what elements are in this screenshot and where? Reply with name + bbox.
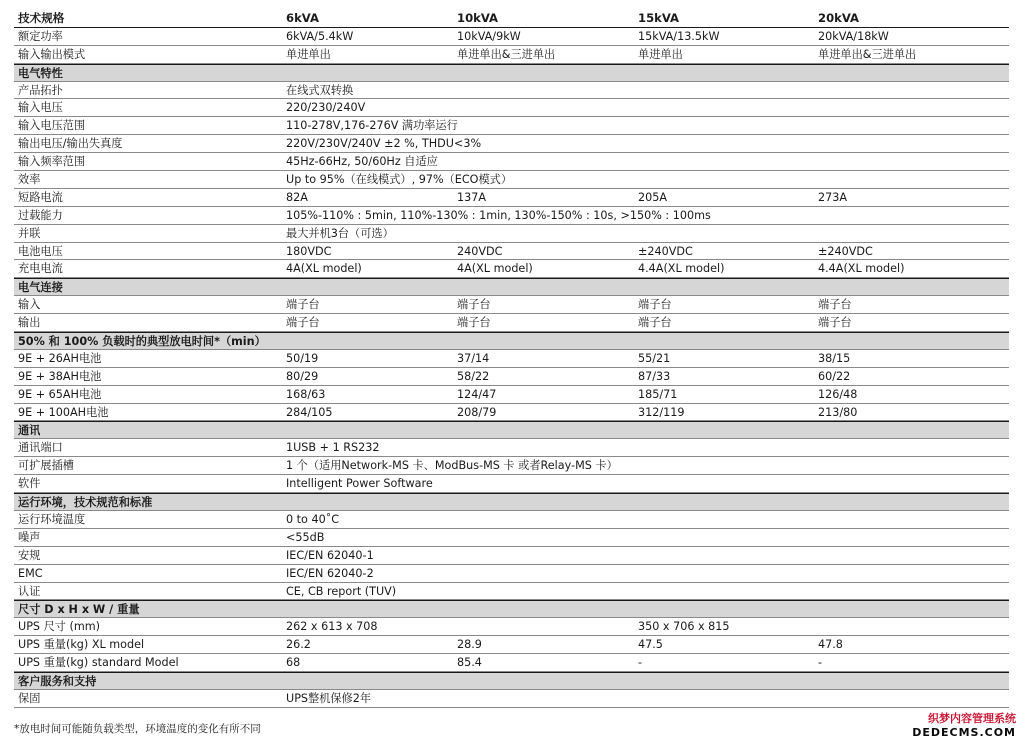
row-label: 输入 <box>18 298 41 312</box>
row-value: IEC/EN 62040-2 <box>286 566 374 580</box>
row-value: IEC/EN 62040-1 <box>286 548 374 562</box>
row-value: 220V/230V/240V ±2 %, THDU<3% <box>286 137 482 151</box>
row-label: 软件 <box>18 477 41 491</box>
row-value: 单进单出 <box>638 47 683 61</box>
header-20kva: 20kVA <box>818 11 860 25</box>
row-value: 68 <box>286 656 301 670</box>
row-value: 28.9 <box>457 638 482 652</box>
row-value: 85.4 <box>457 656 482 670</box>
table-row <box>14 654 1009 672</box>
row-label: 可扩展插槽 <box>18 459 74 473</box>
footnote: *放电时间可能随负载类型，环境温度的变化有所不同 <box>14 723 261 735</box>
row-value: 50/19 <box>286 351 319 365</box>
row-value: 端子台 <box>457 298 491 312</box>
row-value: 4A(XL model) <box>457 262 533 276</box>
table-row <box>14 296 1009 314</box>
row-value: 60/22 <box>818 369 851 383</box>
row-value: 15kVA/13.5kW <box>638 29 720 43</box>
row-value: 126/48 <box>818 387 858 401</box>
row-value: 端子台 <box>286 298 320 312</box>
table-row <box>14 99 1009 117</box>
row-value: - <box>638 656 643 670</box>
row-label: 9E + 38AH电池 <box>18 369 102 383</box>
row-value: 最大并机3台（可选） <box>286 226 394 240</box>
row-value: 137A <box>457 190 487 204</box>
table-row <box>14 189 1009 207</box>
row-value: 4.4A(XL model) <box>818 262 905 276</box>
row-label: 输入频率范围 <box>18 155 86 169</box>
section-title: 50% 和 100% 负载时的典型放电时间*（min） <box>18 335 266 349</box>
watermark-line1: 织梦内容管理系统 <box>928 712 1016 725</box>
row-label: 安规 <box>18 548 41 562</box>
row-label: 输入输出模式 <box>18 47 86 61</box>
header-6kva: 6kVA <box>286 11 319 25</box>
table-row <box>14 46 1009 64</box>
row-label: 9E + 26AH电池 <box>18 351 102 365</box>
row-value: 284/105 <box>286 405 333 419</box>
table-row <box>14 82 1009 100</box>
table-row <box>14 457 1009 475</box>
row-value: 208/79 <box>457 405 497 419</box>
table-row <box>14 350 1009 368</box>
row-label: 产品拓扑 <box>18 83 63 97</box>
table-row <box>14 618 1009 636</box>
row-value: 端子台 <box>638 316 672 330</box>
row-label: 噪声 <box>18 530 41 544</box>
row-label: EMC <box>18 566 43 580</box>
section-header <box>14 421 1009 439</box>
row-value: 82A <box>286 190 308 204</box>
row-value: 168/63 <box>286 387 326 401</box>
section-header <box>14 278 1009 296</box>
row-label: 效率 <box>18 173 41 187</box>
row-label: 运行环境温度 <box>18 512 86 526</box>
section-title: 尺寸 D x H x W / 重量 <box>18 603 140 617</box>
row-value: 273A <box>818 190 848 204</box>
table-row <box>14 314 1009 332</box>
section-title: 通讯 <box>18 424 41 438</box>
row-label: 输出电压/输出失真度 <box>18 137 123 151</box>
table-row <box>14 28 1009 46</box>
table-row <box>14 404 1009 422</box>
section-title: 客户服务和支持 <box>18 674 97 688</box>
section-header <box>14 672 1009 690</box>
table-row <box>14 475 1009 493</box>
table-row <box>14 153 1009 171</box>
row-value: 213/80 <box>818 405 858 419</box>
table-row <box>14 636 1009 654</box>
row-value: <55dB <box>286 530 325 544</box>
row-value: 45Hz-66Hz, 50/60Hz 自适应 <box>286 155 438 169</box>
row-value: CE, CB report (TUV) <box>286 584 397 598</box>
row-value: 58/22 <box>457 369 490 383</box>
watermark-line2: DEDECMS.COM <box>912 726 1016 739</box>
row-label: UPS 尺寸 (mm) <box>18 620 101 634</box>
row-value: 262 x 613 x 708 <box>286 620 378 634</box>
row-value: ±240VDC <box>818 244 873 258</box>
row-value: 312/119 <box>638 405 685 419</box>
watermark-logo <box>906 712 1016 740</box>
row-value: 38/15 <box>818 351 851 365</box>
row-label: 认证 <box>18 584 41 598</box>
table-row <box>14 368 1009 386</box>
table-row <box>14 583 1009 601</box>
row-label: 额定功率 <box>18 29 63 43</box>
row-value: Intelligent Power Software <box>286 477 433 491</box>
row-label: 输入电压 <box>18 101 63 115</box>
table-row <box>14 565 1009 583</box>
row-value: 350 x 706 x 815 <box>638 620 730 634</box>
header-15kva: 15kVA <box>638 11 680 25</box>
row-label: UPS 重量(kg) standard Model <box>18 656 179 670</box>
section-title: 电气特性 <box>18 66 63 80</box>
table-row <box>14 207 1009 225</box>
row-value: 1USB + 1 RS232 <box>286 441 380 455</box>
row-value: 37/14 <box>457 351 490 365</box>
spec-table <box>14 10 1009 708</box>
row-value: 205A <box>638 190 668 204</box>
table-row <box>14 225 1009 243</box>
row-value: ±240VDC <box>638 244 693 258</box>
row-value: 单进单出 <box>286 47 331 61</box>
row-value: 240VDC <box>457 244 503 258</box>
section-title: 运行环境，技术规范和标准 <box>18 496 153 510</box>
row-value: 26.2 <box>286 638 311 652</box>
row-value: 4A(XL model) <box>286 262 362 276</box>
row-value: - <box>818 656 823 670</box>
row-value: 单进单出&三进单出 <box>818 47 917 61</box>
row-value: 端子台 <box>286 316 320 330</box>
row-value: 1 个（适用Network-MS 卡、ModBus-MS 卡 或者Relay-MS 卡） <box>286 459 618 473</box>
row-value: 6kVA/5.4kW <box>286 29 354 43</box>
row-label: 短路电流 <box>18 190 63 204</box>
section-header <box>14 600 1009 618</box>
section-header <box>14 332 1009 350</box>
table-row <box>14 439 1009 457</box>
row-value: 87/33 <box>638 369 671 383</box>
section-title: 电气连接 <box>18 281 63 295</box>
row-label: 保固 <box>18 691 41 705</box>
row-value: 20kVA/18kW <box>818 29 889 43</box>
row-label: 9E + 100AH电池 <box>18 405 109 419</box>
table-body <box>14 28 1009 708</box>
header-label: 技术规格 <box>18 11 65 25</box>
row-value: 端子台 <box>457 316 491 330</box>
row-value: 55/21 <box>638 351 671 365</box>
row-value: 单进单出&三进单出 <box>457 47 556 61</box>
row-label: 9E + 65AH电池 <box>18 387 102 401</box>
header-10kva: 10kVA <box>457 11 499 25</box>
row-label: 输入电压范围 <box>18 119 86 133</box>
row-value: 4.4A(XL model) <box>638 262 725 276</box>
row-label: 充电电流 <box>18 262 63 276</box>
row-value: 105%-110% : 5min, 110%-130% : 1min, 130%-150% : 10s, >150% : 100ms <box>286 208 711 222</box>
row-label: 通讯端口 <box>18 441 63 455</box>
table-row <box>14 386 1009 404</box>
row-label: 电池电压 <box>18 244 63 258</box>
row-value: 10kVA/9kW <box>457 29 521 43</box>
table-row <box>14 171 1009 189</box>
table-row <box>14 117 1009 135</box>
table-row <box>14 511 1009 529</box>
table-row <box>14 529 1009 547</box>
section-header <box>14 493 1009 511</box>
table-row <box>14 260 1009 278</box>
row-value: 185/71 <box>638 387 678 401</box>
row-value: 124/47 <box>457 387 497 401</box>
row-label: 输出 <box>18 316 41 330</box>
row-value: 80/29 <box>286 369 319 383</box>
row-value: 47.5 <box>638 638 663 652</box>
row-value: 端子台 <box>818 298 852 312</box>
row-value: Up to 95%（在线模式）, 97%（ECO模式） <box>286 173 513 187</box>
table-row <box>14 243 1009 261</box>
row-value: 110-278V,176-276V 满功率运行 <box>286 119 458 133</box>
row-label: 并联 <box>18 226 41 240</box>
row-label: UPS 重量(kg) XL model <box>18 638 145 652</box>
row-value: 0 to 40˚C <box>286 512 340 526</box>
table-row <box>14 135 1009 153</box>
row-value: 180VDC <box>286 244 332 258</box>
row-value: 47.8 <box>818 638 843 652</box>
row-value: 端子台 <box>638 298 672 312</box>
row-value: 端子台 <box>818 316 852 330</box>
row-value: UPS整机保修2年 <box>286 691 372 705</box>
row-label: 过载能力 <box>18 208 63 222</box>
table-header <box>14 10 1009 28</box>
section-header <box>14 64 1009 82</box>
row-value: 在线式双转换 <box>286 83 354 97</box>
table-row <box>14 547 1009 565</box>
table-row <box>14 690 1009 708</box>
row-value: 220/230/240V <box>286 101 366 115</box>
